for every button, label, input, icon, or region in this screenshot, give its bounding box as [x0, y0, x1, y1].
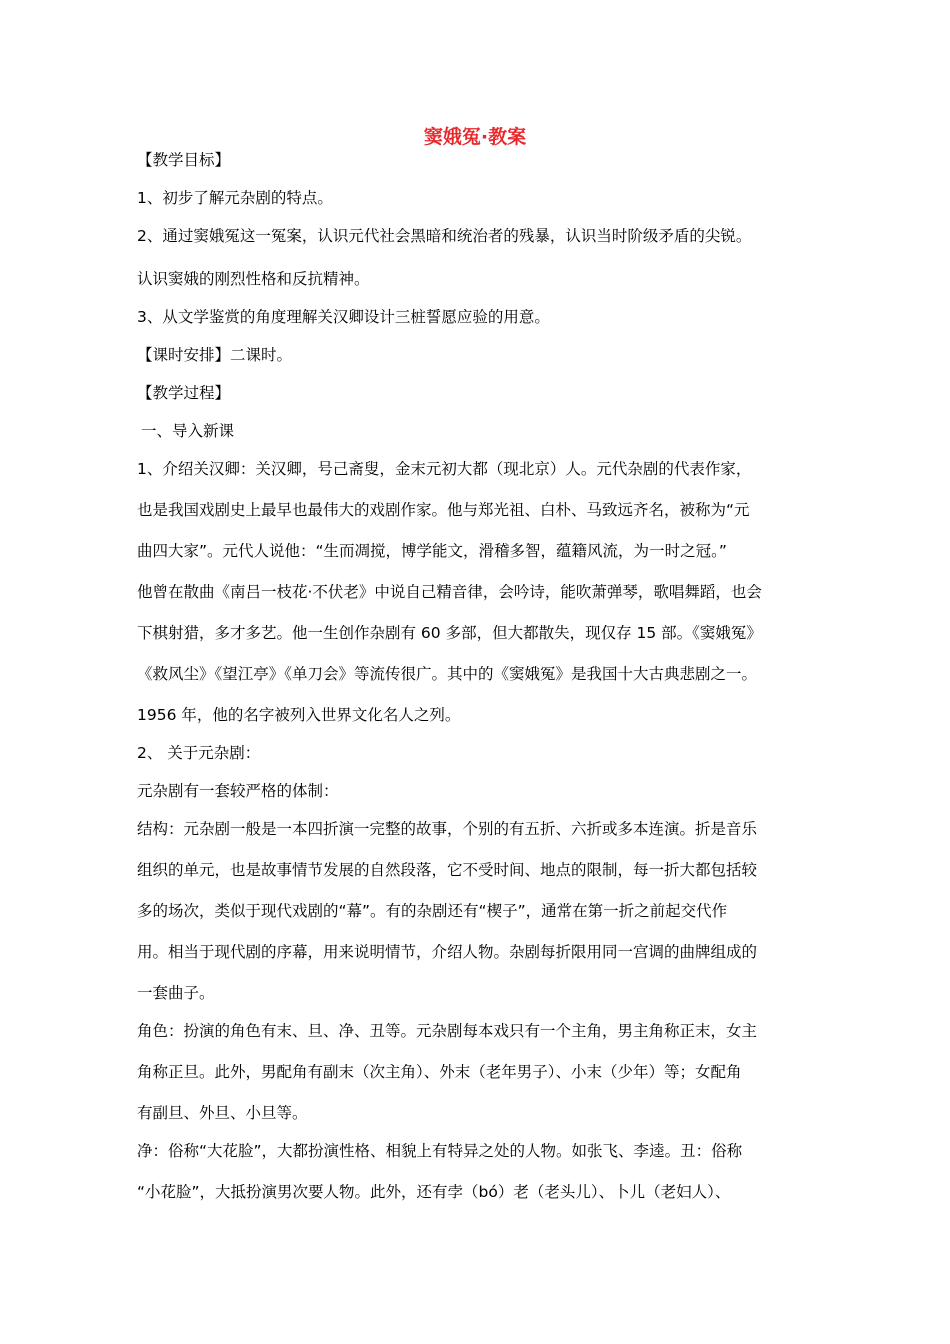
section-heading-process: 【教学过程】 [137, 384, 231, 402]
paragraph-line: 用。相当于现代剧的序幕，用来说明情节，介绍人物。杂剧每折限用同一宫调的曲牌组成的 [137, 943, 758, 961]
paragraph-line: 净：俗称“大花脸”，大都扮演性格、相貌上有特异之处的人物。如张飞、李逵。丑：俗称 [137, 1142, 743, 1160]
paragraph-line: 《救风尘》《望江亭》《单刀会》等流传很广。其中的《窦娥冤》是我国十大古典悲剧之一。 [137, 665, 758, 683]
paragraph-line: 元杂剧有一套较严格的体制： [137, 782, 339, 800]
paragraph-line: 下棋射猎，多才多艺。他一生创作杂剧有 60 多部，但大都散失，现仅存 15 部。《窦娥冤》 [137, 624, 762, 642]
document-body [137, 150, 827, 1202]
subsection-heading-intro: 一、导入新课 [141, 422, 235, 440]
subsection-heading-yuan-drama: 2、 关于元杂剧： [137, 744, 261, 762]
objective-item-2: 2、通过窦娥冤这一冤案，认识元代社会黑暗和统治者的残暴，认识当时阶级矛盾的尖锐。 [137, 227, 752, 245]
paragraph-line: 角色：扮演的角色有末、旦、净、丑等。元杂剧每本戏只有一个主角，男主角称正末，女主 [137, 1022, 758, 1040]
objective-item-3: 3、从文学鉴赏的角度理解关汉卿设计三桩誓愿应验的用意。 [137, 308, 550, 326]
paragraph-line: 组织的单元，也是故事情节发展的自然段落，它不受时间、地点的限制，每一折大都包括较 [137, 861, 758, 879]
document-title: 窦娥冤·教案 [423, 126, 527, 148]
paragraph-line: 1、介绍关汉卿：关汉卿，号己斋叟，金末元初大都（现北京）人。元代杂剧的代表作家， [137, 460, 752, 478]
paragraph-line: 结构：元杂剧一般是一本四折演一完整的故事，个别的有五折、六折或多本连演。折是音乐 [137, 820, 758, 838]
paragraph-line: 也是我国戏剧史上最早也最伟大的戏剧作家。他与郑光祖、白朴、马致远齐名，被称为“元 [137, 501, 750, 519]
section-heading-schedule: 【课时安排】二课时。 [137, 346, 293, 364]
paragraph-line: 有副旦、外旦、小旦等。 [137, 1104, 308, 1122]
section-heading-objectives: 【教学目标】 [137, 151, 231, 169]
paragraph-line: 曲四大家”。元代人说他：“生而凋搅，博学能文，滑稽多智，蕴籍风流，为一时之冠。” [137, 542, 727, 560]
paragraph-line: 多的场次，类似于现代戏剧的“幕”。有的杂剧还有“楔子”，通常在第一折之前起交代作 [137, 902, 728, 920]
objective-item-2-continued: 认识窦娥的刚烈性格和反抗精神。 [137, 270, 370, 288]
paragraph-line: 他曾在散曲《南吕一枝花·不伏老》中说自己精音律，会吟诗，能吹萧弹琴，歌唱舞蹈，也会 [137, 583, 762, 601]
paragraph-line: 1956 年，他的名字被列入世界文化名人之列。 [137, 706, 461, 724]
objective-item-1: 1、初步了解元杂剧的特点。 [137, 189, 333, 207]
paragraph-line: 一套曲子。 [137, 984, 215, 1002]
paragraph-line: 角称正旦。此外，男配角有副末（次主角）、外末（老年男子）、小末（少年）等；女配角 [137, 1063, 742, 1081]
paragraph-line: “小花脸”，大抵扮演男次要人物。此外，还有孛（bó）老（老头儿）、卜儿（老妇人）、 [137, 1183, 731, 1201]
